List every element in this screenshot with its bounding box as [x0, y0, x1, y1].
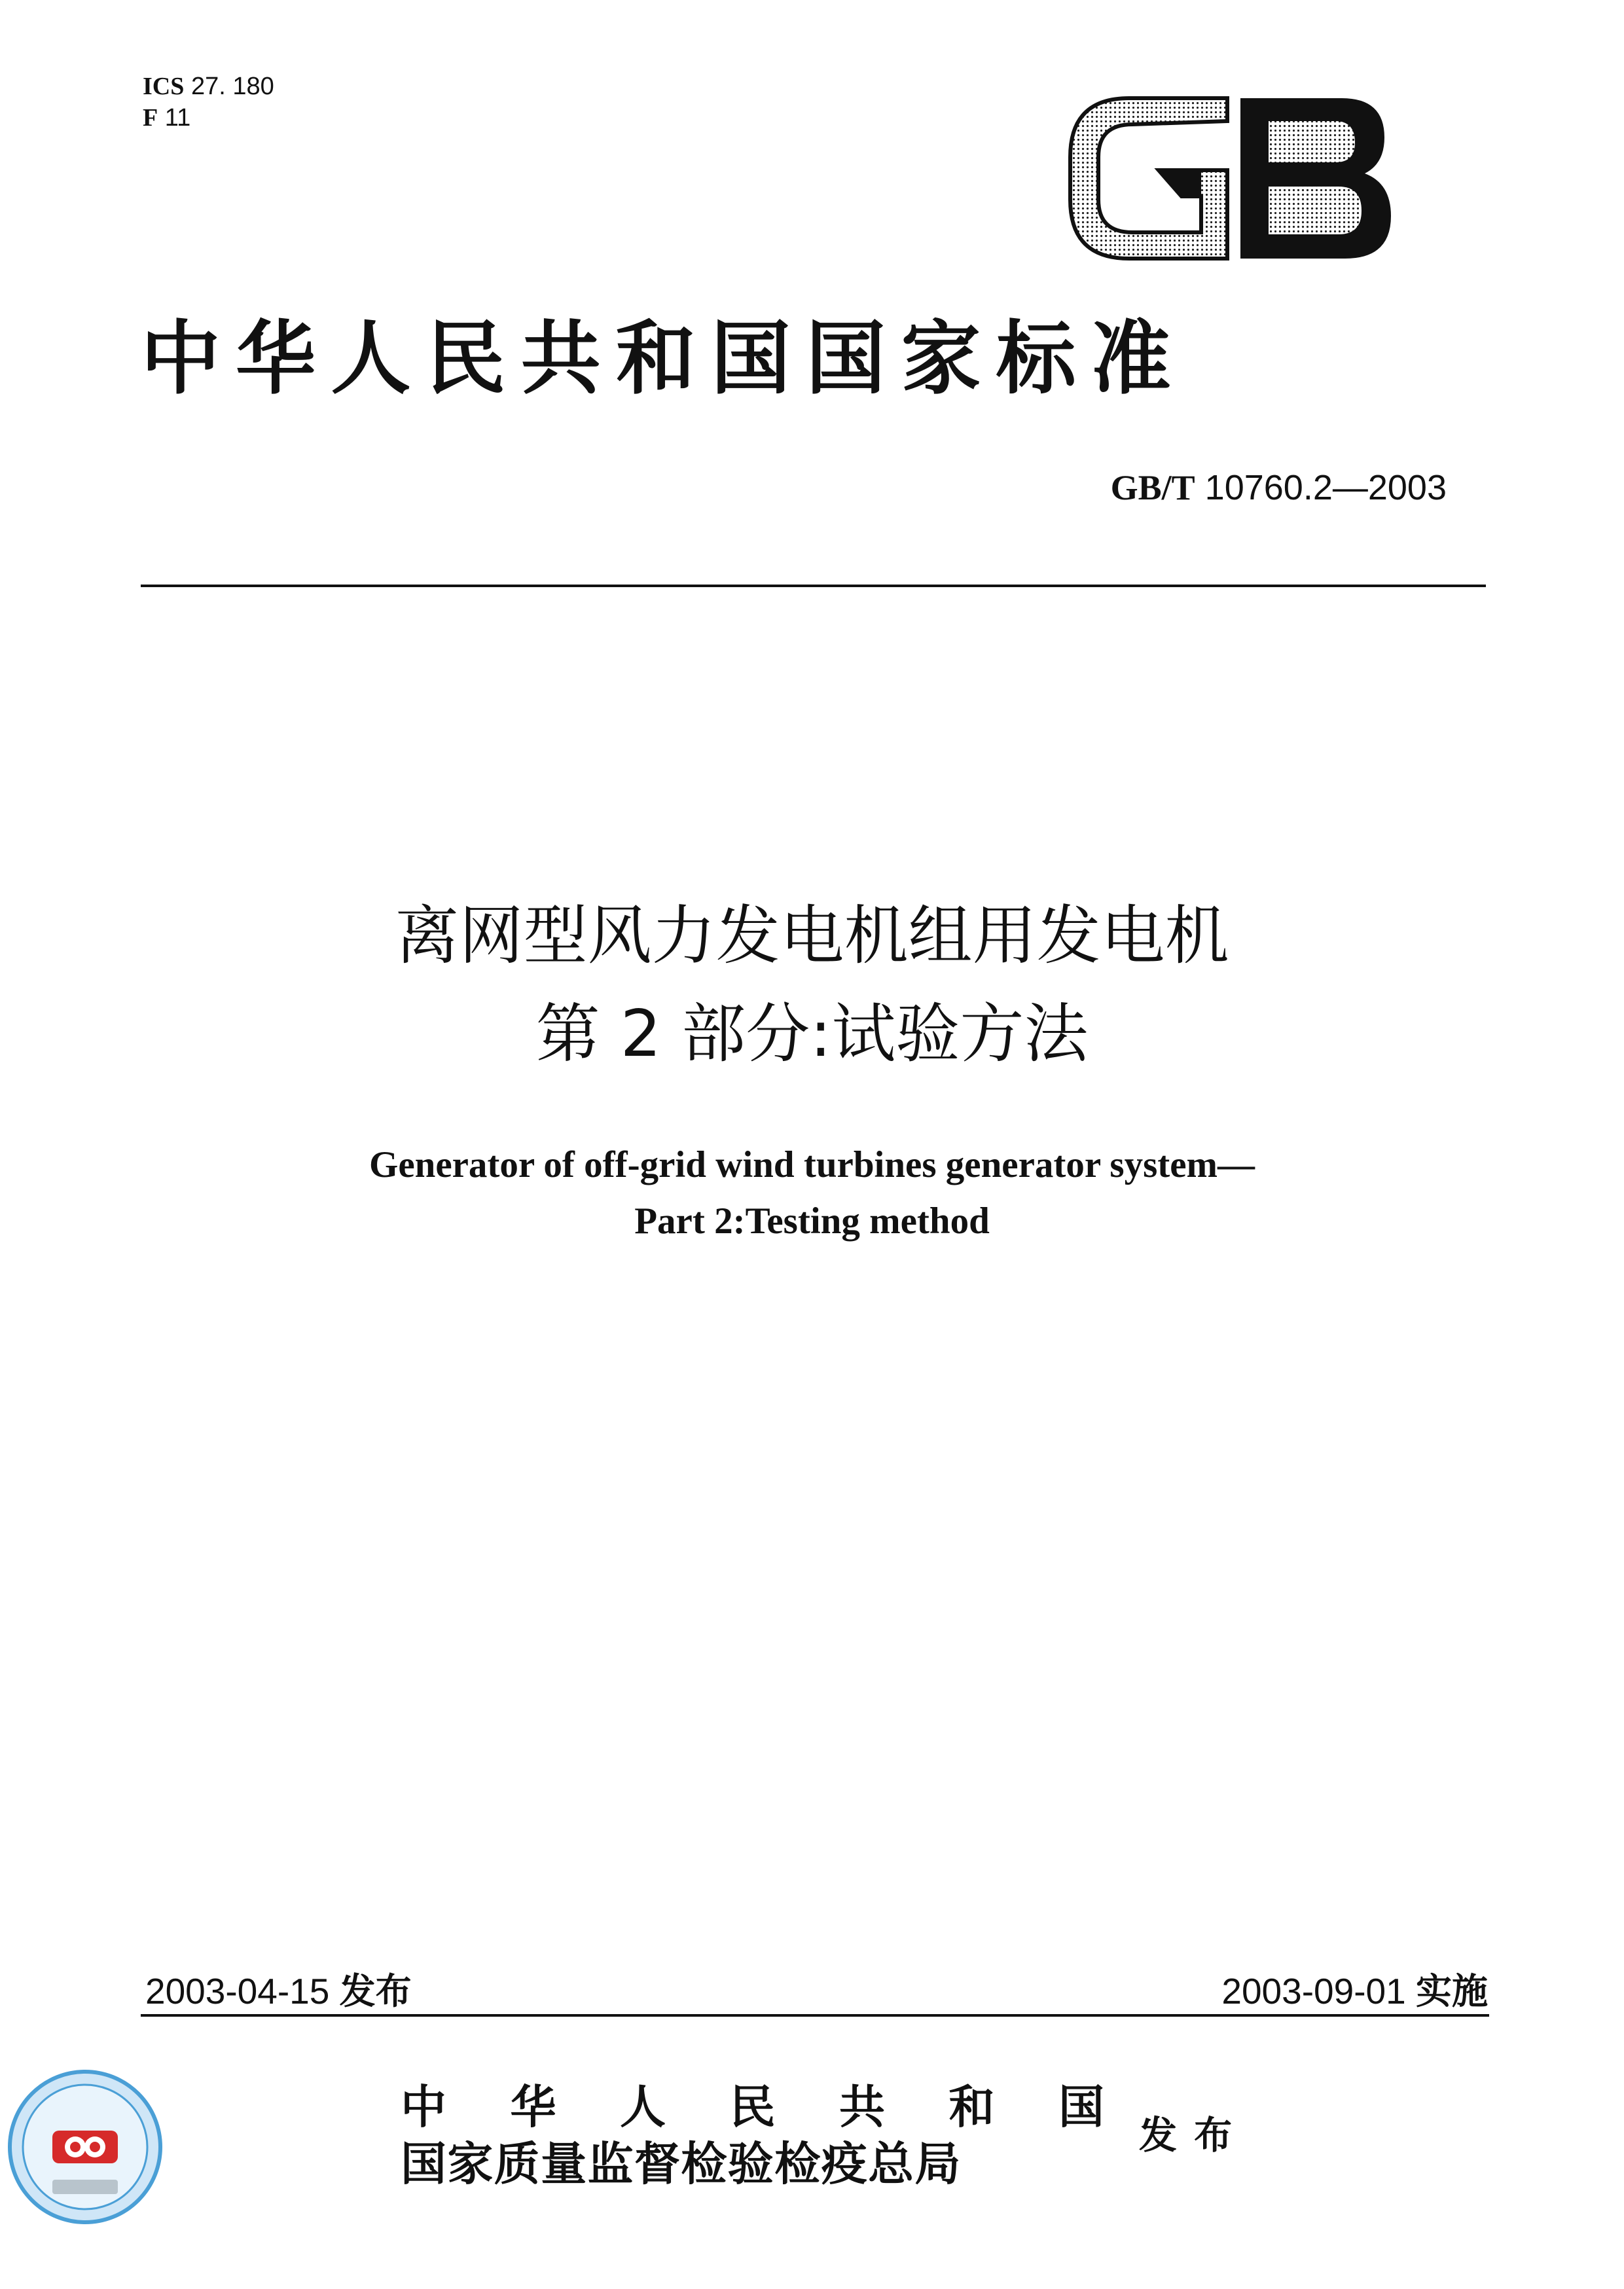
anti-counterfeit-seal-icon — [7, 2068, 164, 2226]
ics-value: 27. 180 — [190, 73, 274, 100]
issuer-char: 人 — [620, 2080, 666, 2134]
ics-label: ICS — [143, 73, 185, 100]
title-en-line2: Part 2:Testing method — [634, 1200, 990, 1242]
issuer-char: 中 — [401, 2080, 446, 2134]
national-standard-title: 中华人民共和国国家标准 — [141, 311, 1186, 405]
issuer-line2: 国家质量监督检验检疫总局 — [401, 2136, 962, 2191]
issue-date-value: 2003-04-15 — [145, 1971, 330, 2011]
ccs-label: F — [143, 104, 158, 132]
issuer-char: 和 — [948, 2080, 995, 2134]
standard-number — [1021, 467, 1447, 508]
classification-codes — [143, 71, 274, 134]
standard-number-prefix: GB/T — [1110, 468, 1195, 507]
ccs-value: 11 — [164, 104, 191, 132]
issuer-char: 共 — [839, 2080, 885, 2134]
top-divider — [141, 585, 1486, 587]
issue-date — [145, 1962, 412, 2014]
ics-code — [143, 71, 274, 102]
bottom-divider — [141, 2014, 1489, 2017]
issue-date-label: 发布 — [339, 1970, 412, 2012]
issuer-char: 国 — [1058, 2080, 1104, 2134]
ccs-code — [143, 102, 274, 134]
gb-logo-icon — [1067, 92, 1394, 265]
implementation-date-value: 2003-09-01 — [1221, 1971, 1406, 2011]
title-en-line1: Generator of off-grid wind turbines generator system— — [369, 1144, 1255, 1185]
title-cn-line2: 第 2 部分:试验方法 — [535, 997, 1089, 1072]
implementation-date — [1221, 1962, 1488, 2014]
issuer-char: 华 — [510, 2080, 556, 2134]
title-cn-line1: 离网型风力发电机组用发电机 — [395, 899, 1229, 973]
publish-label: 发布 — [1139, 2113, 1250, 2157]
standard-number-value: 10760.2—2003 — [1204, 468, 1447, 507]
issuer-char: 民 — [729, 2080, 776, 2134]
issuer-line1 — [401, 2078, 1104, 2136]
implementation-date-label: 实施 — [1415, 1970, 1488, 2012]
